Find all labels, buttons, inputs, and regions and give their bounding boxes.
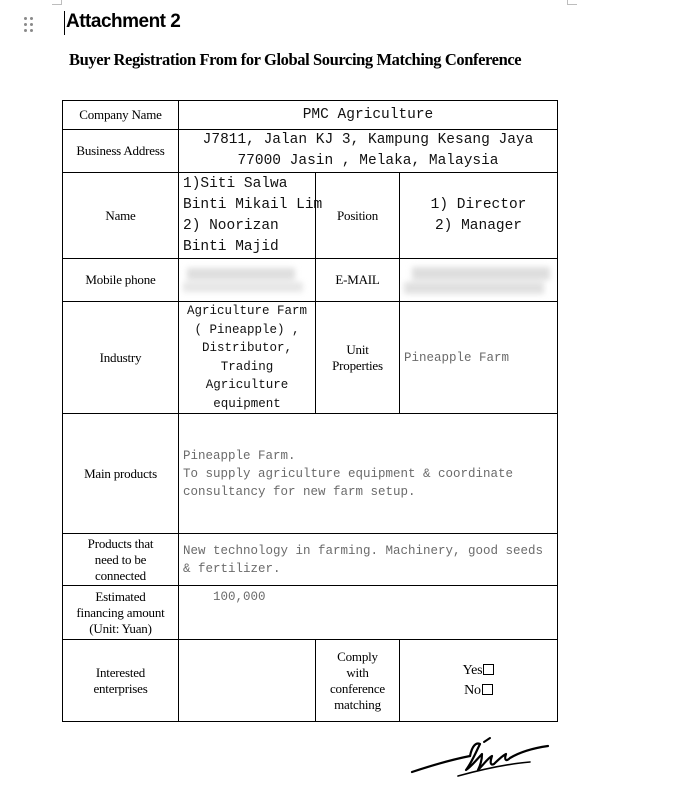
products-connected-label-line: need to be <box>94 551 147 567</box>
redaction-blur <box>183 268 301 292</box>
industry-line: ( Pineapple) , <box>194 322 300 337</box>
comply-matching-label-line: conference <box>329 680 385 696</box>
name-line: 2) Noorizan <box>183 217 279 234</box>
mobile-phone-label: Mobile phone <box>63 259 179 302</box>
row-interested-enterprises <box>63 640 558 722</box>
yes-option-label: Yes <box>462 662 483 678</box>
name-value[interactable] <box>179 173 323 259</box>
business-address-value[interactable] <box>179 130 558 173</box>
products-connected-label-line: Products that <box>87 535 154 551</box>
no-checkbox-icon[interactable] <box>482 684 493 695</box>
position-line: 2) Manager <box>434 217 522 234</box>
text-cursor <box>64 11 65 35</box>
no-option-label: No <box>464 682 481 698</box>
comply-matching-label-line: matching <box>334 696 381 712</box>
products-connected-label-line: connected <box>95 567 146 583</box>
yes-checkbox-icon[interactable] <box>483 664 494 675</box>
industry-value[interactable] <box>179 302 316 414</box>
page-corner-mark-left <box>52 0 62 5</box>
company-name-value[interactable]: PMC Agriculture <box>179 101 558 130</box>
position-line: 1) Director <box>430 196 527 213</box>
main-products-value[interactable] <box>179 414 558 534</box>
unit-properties-value[interactable]: Pineapple Farm <box>400 302 558 414</box>
estimated-financing-value[interactable]: 100,000 <box>179 586 558 640</box>
business-address-line: 77000 Jasin , Melaka, Malaysia <box>237 153 499 169</box>
comply-matching-label <box>316 640 400 722</box>
main-products-label: Main products <box>63 414 179 534</box>
page-corner-mark-right <box>567 0 577 5</box>
row-name-position <box>63 173 558 259</box>
comply-matching-options <box>400 640 558 722</box>
industry-line: Agriculture Farm <box>186 304 308 318</box>
unit-properties-label-line: Unit <box>346 341 369 357</box>
industry-line: equipment <box>213 396 281 411</box>
interested-enterprises-label-line: Interested <box>95 664 146 680</box>
industry-line: Trading <box>220 359 274 374</box>
row-products-connected <box>63 534 558 586</box>
name-line: Binti Majid <box>183 238 279 255</box>
estimated-financing-label-line: financing amount <box>76 604 165 620</box>
document-heading[interactable]: Attachment 2 <box>66 11 181 32</box>
comply-matching-label-line: Comply <box>337 648 378 664</box>
industry-line: Agriculture <box>205 378 289 392</box>
main-products-line: consultancy for new farm setup. <box>183 484 416 499</box>
interested-enterprises-label-line: enterprises <box>93 680 148 696</box>
comply-matching-label-line: with <box>346 664 369 680</box>
business-address-label: Business Address <box>63 130 179 173</box>
row-industry <box>63 302 558 414</box>
products-connected-value[interactable]: New technology in farming. Machinery, good seeds & fertilizer. <box>179 534 558 586</box>
row-main-products <box>63 414 558 534</box>
estimated-financing-label <box>63 586 179 640</box>
name-line: Binti Mikail Lim <box>183 196 323 213</box>
unit-properties-label-line: Properties <box>332 357 383 373</box>
email-value-redacted[interactable] <box>400 259 558 302</box>
email-label: E-MAIL <box>316 259 400 302</box>
name-line: 1)Siti Salwa <box>183 175 288 192</box>
main-products-line: Pineapple Farm. <box>183 448 296 463</box>
interested-enterprises-label <box>63 640 179 722</box>
row-business-address <box>63 130 558 173</box>
industry-line: Distributor, <box>201 341 292 355</box>
no-option[interactable] <box>403 681 554 701</box>
business-address-line: J7811, Jalan KJ 3, Kampung Kesang Jaya <box>202 132 534 148</box>
yes-option[interactable] <box>403 661 554 681</box>
estimated-financing-label-line: (Unit: Yuan) <box>89 620 152 636</box>
mobile-phone-value-redacted[interactable] <box>179 259 316 302</box>
redaction-blur <box>404 267 553 294</box>
row-contact <box>63 259 558 302</box>
interested-enterprises-value[interactable] <box>179 640 316 722</box>
company-name-label: Company Name <box>63 101 179 130</box>
industry-label: Industry <box>63 302 179 414</box>
document-subtitle[interactable]: Buyer Registration From for Global Sourcing Matching Conference <box>69 50 522 69</box>
products-connected-label <box>63 534 179 586</box>
drag-handle-icon[interactable] <box>22 16 36 32</box>
position-label: Position <box>316 173 400 259</box>
row-estimated-financing <box>63 586 558 640</box>
position-value[interactable] <box>400 173 558 259</box>
main-products-line: To supply agriculture equipment & coordinate <box>183 466 514 481</box>
row-company-name <box>63 101 558 130</box>
unit-properties-label <box>316 302 400 414</box>
signature-icon <box>410 736 552 780</box>
estimated-financing-label-line: Estimated <box>95 588 146 604</box>
registration-form-table <box>62 100 558 722</box>
name-label: Name <box>63 173 179 259</box>
